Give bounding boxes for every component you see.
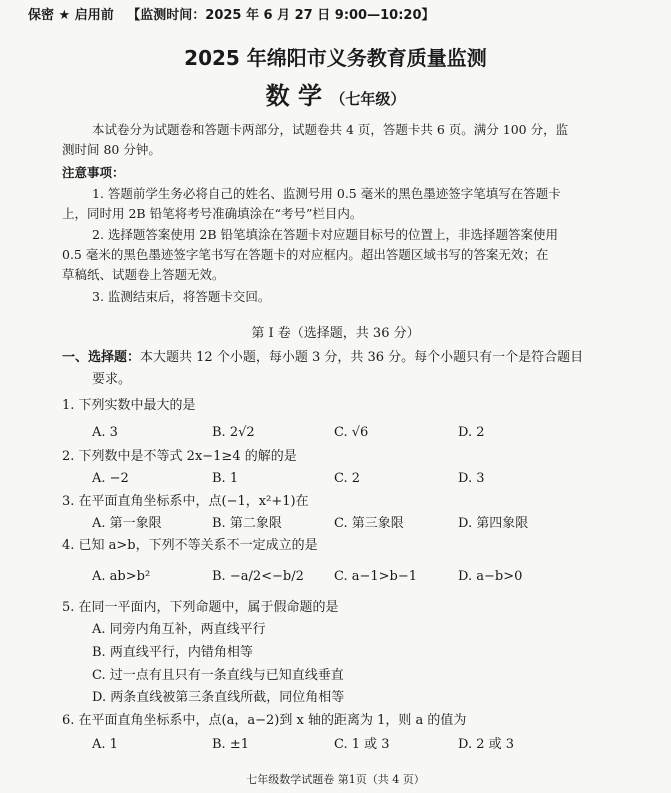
q1-option-a: A. 3 — [92, 425, 118, 440]
q2-option-c: C. 2 — [334, 471, 361, 486]
q1-option-d: D. 2 — [458, 425, 485, 440]
notes-heading: 注意事项： — [62, 165, 125, 180]
note-3: 3. 监测结束后，将答题卡交回。 — [92, 289, 271, 304]
question-3-stem: 3. 在平面直角坐标系中，点(−1，x²+1)在 — [62, 494, 309, 509]
q1-option-c: C. √6 — [334, 425, 369, 440]
note-1-line-2: 上，同时用 2B 铅笔将考号准确填涂在“考号”栏目内。 — [62, 206, 363, 221]
question-1-stem: 1. 下列实数中最大的是 — [62, 398, 196, 413]
intro-line-2: 测时间 80 分钟。 — [62, 142, 161, 157]
subject-name: 数 学 — [265, 82, 322, 110]
part-1-text-2: 要求。 — [92, 372, 132, 387]
grade-label: （七年级） — [330, 90, 406, 108]
q4-option-c: C. a−1>b−1 — [334, 569, 418, 584]
time-label: 【监测时间：2025 年 6 月 27 日 9:00—10:20】 — [127, 8, 435, 23]
question-4-stem: 4. 已知 a>b，下列不等关系不一定成立的是 — [62, 538, 318, 553]
q3-option-c: C. 第三象限 — [334, 516, 404, 531]
note-2-line-1: 2. 选择题答案使用 2B 铅笔填涂在答题卡对应题目标号的位置上，非选择题答案使用 — [92, 227, 558, 242]
question-2-stem: 2. 下列数中是不等式 2x−1≥4 的解的是 — [62, 449, 297, 464]
q4-option-d: D. a−b>0 — [458, 569, 523, 584]
page-footer: 七年级数学试题卷 第1页（共 4 页） — [246, 773, 425, 786]
exam-title: 2025 年绵阳市义务教育质量监测 — [184, 46, 487, 70]
q4-option-b: B. −a/2<−b/2 — [212, 569, 304, 584]
q6-option-b: B. ±1 — [212, 737, 249, 752]
q3-option-a: A. 第一象限 — [92, 516, 162, 531]
q2-option-b: B. 1 — [212, 471, 239, 486]
q2-option-a: A. −2 — [92, 471, 129, 486]
note-1-line-1: 1. 答题前学生务必将自己的姓名、监测号用 0.5 毫米的黑色墨迹签字笔填写在答题卡 — [92, 186, 561, 201]
q5-option-d: D. 两条直线被第三条直线所截，同位角相等 — [92, 690, 345, 705]
q4-option-a: A. ab>b² — [92, 569, 151, 584]
q3-option-b: B. 第二象限 — [212, 516, 282, 531]
q5-option-b: B. 两直线平行，内错角相等 — [92, 645, 253, 660]
q6-option-c: C. 1 或 3 — [334, 737, 390, 752]
part-1-text-1: 本大题共 12 个小题，每小题 3 分，共 36 分。每个小题只有一个是符合题目 — [140, 350, 584, 365]
q3-option-d: D. 第四象限 — [458, 516, 529, 531]
question-6-stem: 6. 在平面直角坐标系中，点(a，a−2)到 x 轴的距离为 1，则 a 的值为 — [62, 713, 467, 728]
question-5-stem: 5. 在同一平面内，下列命题中，属于假命题的是 — [62, 600, 339, 615]
q6-option-a: A. 1 — [92, 737, 118, 752]
header-line — [28, 8, 435, 24]
note-2-line-3: 草稿纸、试题卷上答题无效。 — [62, 267, 225, 282]
q5-option-a: A. 同旁内角互补，两直线平行 — [92, 622, 266, 637]
q5-option-c: C. 过一点有且只有一条直线与已知直线垂直 — [92, 668, 344, 683]
part-1-heading — [62, 350, 583, 366]
section-1-title: 第 I 卷（选择题，共 36 分） — [251, 326, 420, 341]
q2-option-d: D. 3 — [458, 471, 485, 486]
q6-option-d: D. 2 或 3 — [458, 737, 515, 752]
q1-option-b: B. 2√2 — [212, 425, 255, 440]
intro-line-1: 本试卷分为试题卷和答题卡两部分，试题卷共 4 页，答题卡共 6 页。满分 100 分，监 — [92, 122, 569, 137]
note-2-line-2: 0.5 毫米的黑色墨迹签字笔书写在答题卡的对应框内。超出答题区域书写的答案无效；在 — [62, 247, 549, 262]
part-1-label: 一、选择题： — [62, 350, 141, 365]
secret-label: 保密 ★ 启用前 — [28, 8, 114, 23]
subject-title — [0, 82, 671, 113]
